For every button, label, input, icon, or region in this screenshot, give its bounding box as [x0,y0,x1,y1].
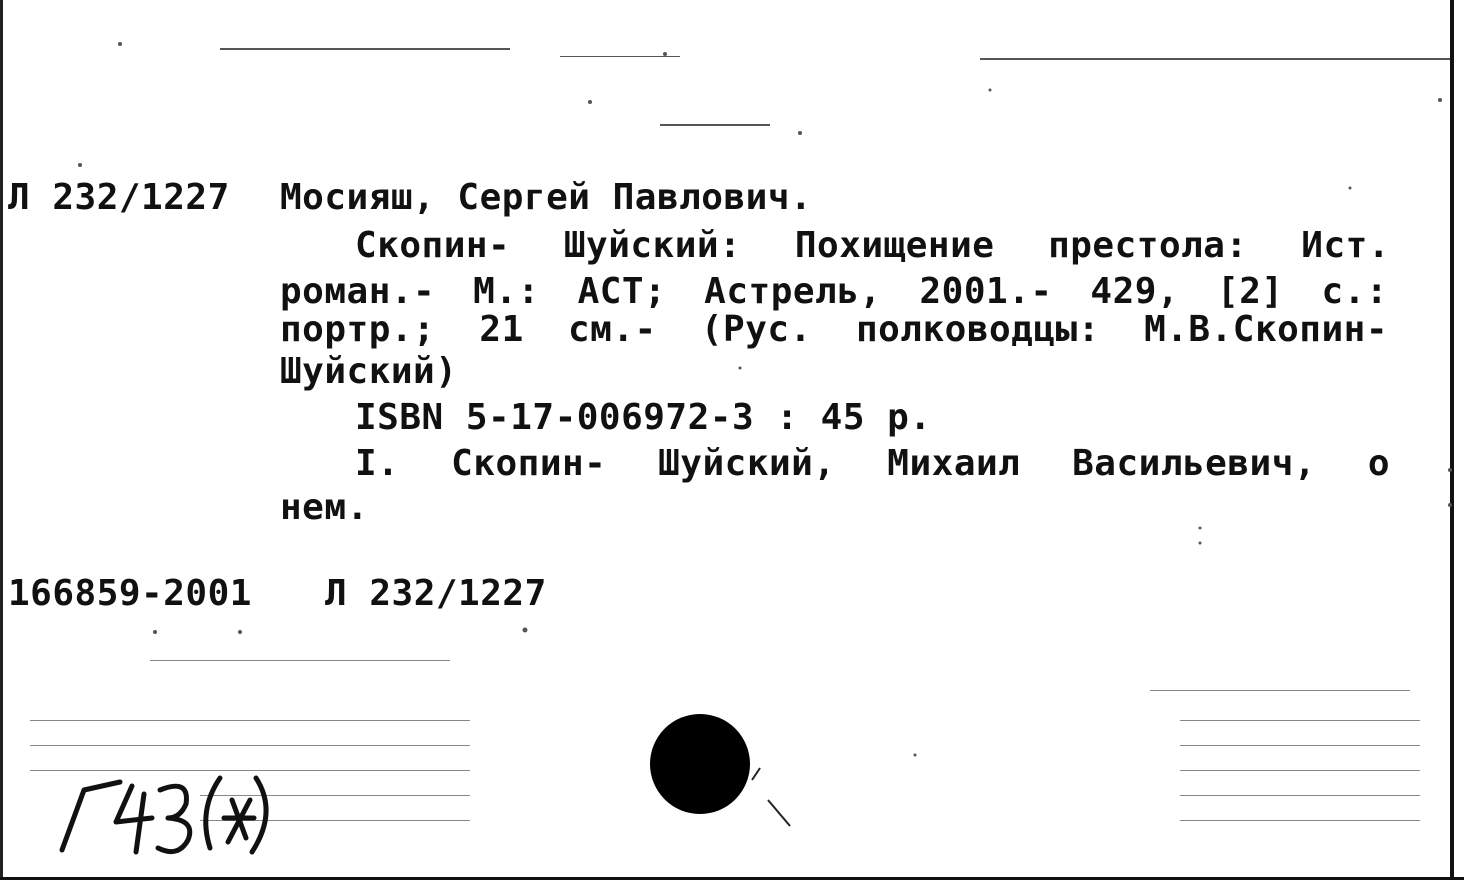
punch-hole [650,714,750,814]
title-line-1: Скопин- Шуйский: Похищение престола: Ист. [355,225,1390,266]
author-heading: Мосияш, Сергей Павлович. [280,177,813,218]
title-line-4: Шуйский) [280,351,458,392]
call-number-bottom: Л 232/1227 [325,573,547,614]
call-number: Л 232/1227 [8,177,230,218]
accession-number: 166859-2001 [8,573,252,614]
handwritten-shelf-mark [40,760,280,860]
subject-line-2: нем. [280,487,369,528]
title-line-3: портр.; 21 см.- (Рус. полководцы: М.В.Скопин- [280,309,1388,350]
title-line-2: роман.- М.: АСТ; Астрель, 2001.- 429, [2] с.: [280,271,1388,312]
isbn-line: ISBN 5-17-006972-3 : 45 р. [355,397,932,438]
subject-line-1: I. Скопин- Шуйский, Михаил Васильевич, о [355,443,1390,484]
